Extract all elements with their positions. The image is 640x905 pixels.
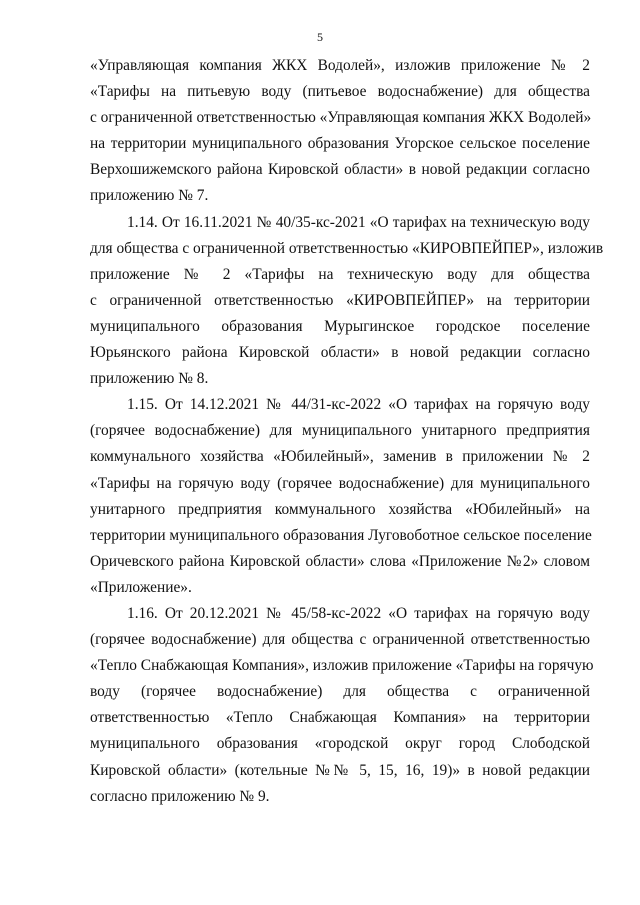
text-line: (горячее водоснабжение) для общества с ограниченной ответственностью — [90, 631, 590, 649]
text-line: с ограниченной ответственностью «Управляющая компания ЖКХ Водолей» — [90, 109, 592, 127]
text-line: «Тарифы на питьевую воду (питьевое водоснабжение) для общества — [90, 83, 590, 101]
text-line: «Приложение». — [90, 578, 192, 596]
text-line: муниципального образования «городской округ город Слободской — [90, 735, 590, 753]
paragraph-1-16 — [90, 601, 594, 810]
text-line: приложению № 8. — [90, 370, 209, 388]
text-line: муниципального образования Мурыгинское городское поселение — [90, 317, 590, 335]
text-line: коммунального хозяйства «Юбилейный», заменив в приложении № 2 — [90, 448, 590, 466]
page-number: 5 — [317, 30, 323, 44]
paragraph-1-15 — [90, 392, 590, 601]
text-line: приложению № 7. — [90, 187, 209, 205]
text-line: Верхошижемского района Кировской области» в новой редакции согласно — [90, 161, 590, 179]
document-body — [90, 53, 604, 810]
text-line: «Тепло Снабжающая Компания», изложив приложение «Тарифы на горячую — [90, 657, 594, 675]
text-line: территории муниципального образования Луговоботное сельское поселение — [90, 526, 592, 544]
text-line: ответственностью «Тепло Снабжающая Компания» на территории — [90, 709, 590, 727]
text-line: приложение № 2 «Тарифы на техническую воду для общества — [90, 265, 590, 283]
text-line: 1.16. От 20.12.2021 № 45/58-кс-2022 «О тарифах на горячую воду — [127, 604, 590, 622]
text-line: «Управляющая компания ЖКХ Водолей», изложив приложение № 2 — [90, 57, 590, 74]
paragraph-continuation — [90, 53, 590, 210]
text-line: «Тарифы на горячую воду (горячее водоснабжение) для муниципального — [90, 474, 590, 492]
text-line: унитарного предприятия коммунального хозяйства «Юбилейный» на — [90, 500, 590, 518]
text-line: 1.15. От 14.12.2021 № 44/31-кс-2022 «О тарифах на горячую воду — [127, 396, 590, 414]
text-line: воду (горячее водоснабжение) для общества с ограниченной — [90, 683, 590, 701]
text-line: с ограниченной ответственностью «КИРОВПЕЙПЕР» на территории — [90, 291, 590, 309]
text-line: для общества с ограниченной ответственностью «КИРОВПЕЙПЕР», изложив — [90, 239, 604, 257]
text-line: согласно приложению № 9. — [90, 787, 270, 805]
text-line: (горячее водоснабжение) для муниципального унитарного предприятия — [90, 422, 590, 440]
text-line: на территории муниципального образования Угорское сельское поселение — [90, 135, 590, 153]
paragraph-1-14 — [90, 210, 604, 393]
text-line: 1.14. От 16.11.2021 № 40/35-кс-2021 «О тарифах на техническую воду — [127, 213, 590, 231]
text-line: Кировской области» (котельные №№ 5, 15, 16, 19)» в новой редакции — [90, 761, 590, 779]
text-line: Юрьянского района Кировской области» в новой редакции согласно — [90, 344, 590, 362]
text-line: Оричевского района Кировской области» слова «Приложение №2» словом — [90, 552, 590, 570]
